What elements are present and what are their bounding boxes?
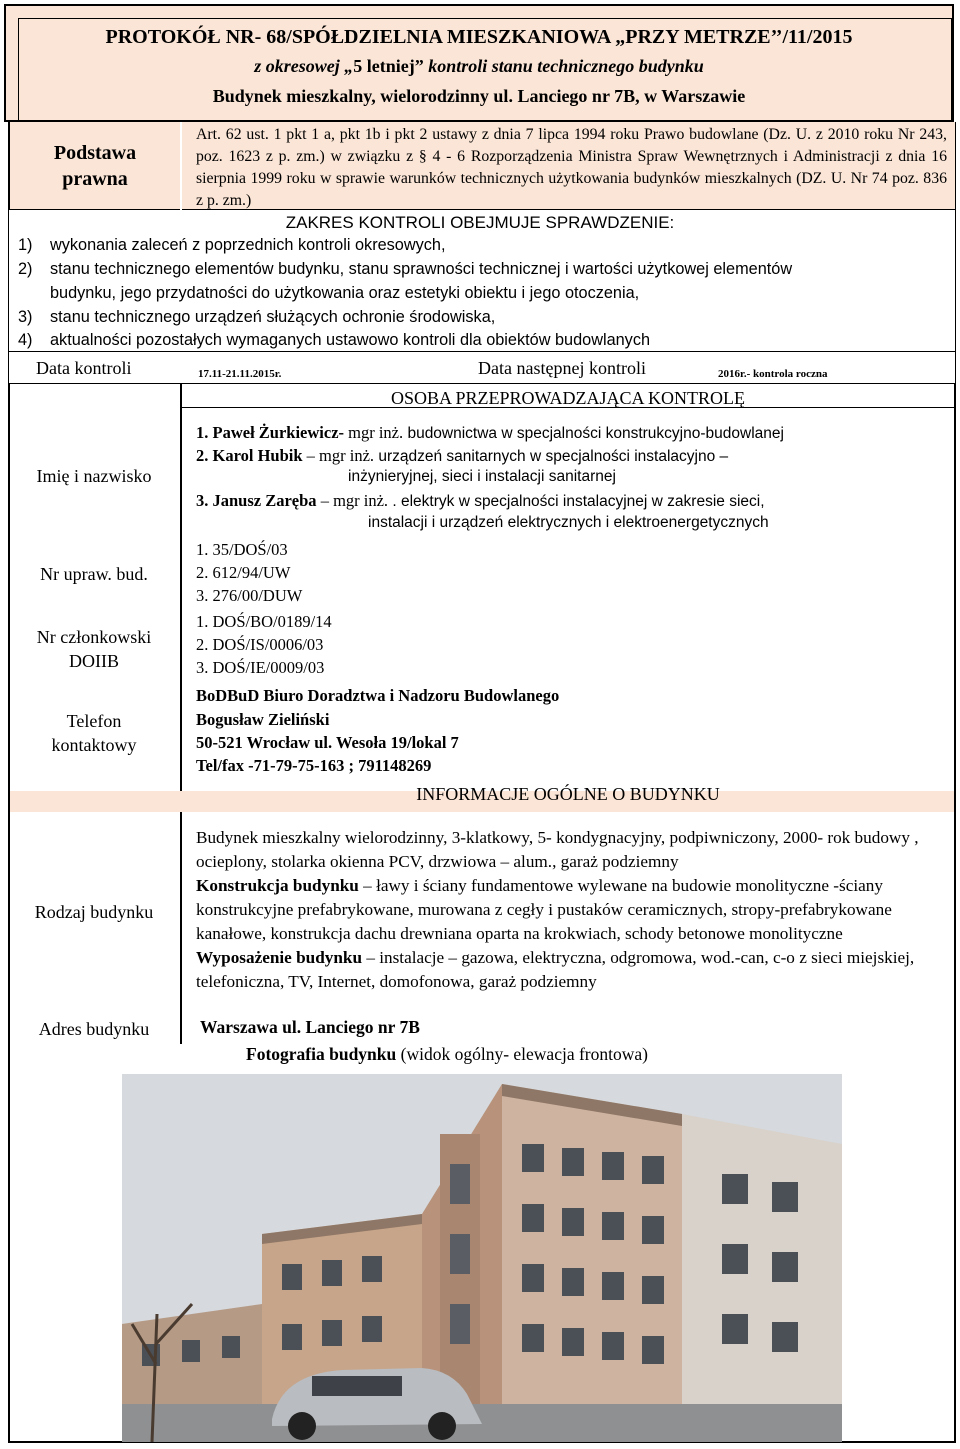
column-divider [180, 384, 182, 791]
license-label: Nr upraw. bud. [40, 564, 148, 584]
next-control-label: Data następnej kontroli [478, 358, 646, 378]
license-number: 1. 35/DOŚ/03 [196, 540, 288, 559]
legal-basis-cell [182, 122, 956, 210]
license-number: 3. 276/00/DUW [196, 586, 303, 605]
inspector-line: 1. Paweł Żurkiewicz- mgr inż. budownictwa w specjalności konstrukcyjno-budowlanej [196, 423, 784, 442]
address-value: Warszawa ul. Lanciego nr 7B [200, 1017, 420, 1037]
legal-basis-text: Art. 62 ust. 1 pkt 1 a, pkt 1b i pkt 2 ustawy z dnia 7 lipca 1994 roku Prawo budowlane (Dz. U. z 2010 roku Nr 243, poz. 1623 z p. zm.) w związku z § 4 - 6 Rozporządzenia Ministra Spraw Wewnętrznych i Administracji z dnia 16 sierpnia 1999 roku w sprawie warunków technicznych użytkowania budynków mieszkalnych (DZ. U. Nr 74 poz. 836 z p. zm.) [196, 126, 947, 209]
scope-item: 1) wykonania zaleceń z poprzednich kontroli okresowych, [18, 236, 446, 254]
scope-item: 4) aktualności pozostałych wymaganych ustawowo kontroli dla obiektów budowlanych [18, 331, 651, 349]
inspector-line: 2. Karol Hubik – mgr inż. urządzeń sanitarnych w specjalności instalacyjno – [196, 446, 729, 465]
building-type-label: Rodzaj budynku [34, 902, 154, 922]
inspector-line: 3. Janusz Zaręba – mgr inż. . elektryk w specjalności instalacyjnej w zakresie sieci, [196, 491, 765, 510]
company-line: Bogusław Zieliński [196, 710, 330, 729]
legal-basis-label-cell [8, 122, 180, 210]
company-line: BoDBuD Biuro Doradztwa i Nadzoru Budowlanego [196, 686, 560, 705]
scope-item: 2) stanu technicznego elementów budynku, stanu sprawności technicznej i wartości użytkowej elementów [18, 260, 793, 278]
inspector-section-title: OSOBA PRZEPROWADZAJĄCA KONTROLĘ [390, 388, 746, 408]
next-control-value: 2016r.- kontrola roczna [718, 368, 828, 380]
company-line: Tel/fax -71-79-75-163 ; 791148269 [196, 756, 432, 775]
photo-caption: Fotografia budynku (widok ogólny- elewacja frontowa) [246, 1044, 648, 1064]
control-date-value: 17.11-21.11.2015r. [198, 368, 282, 380]
inspector-line-cont: instalacji i urządzeń elektrycznych i elektroenergetycznych [368, 514, 769, 531]
protocol-subtitle: z okresowej „5 letniej” kontroli stanu technicznego budynku [254, 56, 704, 76]
company-line: 50-521 Wrocław ul. Wesoła 19/lokal 7 [196, 733, 459, 752]
address-label: Adres budynku [38, 1019, 150, 1039]
protocol-header [4, 4, 954, 122]
member-number: 1. DOŚ/BO/0189/14 [196, 612, 332, 631]
phone-label: Telefon kontaktowy [51, 711, 137, 755]
building-description: Budynek mieszkalny wielorodzinny, 3-klatkowy, 5- kondygnacyjny, podpiwniczony, 2000- rok budowy , ocieplony, stolarka okienna PCV, drzwiowa – alum., garaż podziemny Konstrukcja budynku – ławy i ściany fundamentowe wylewane na budowie monolityczne -ściany konstrukcyjne prefabrykowane, murowana z cegły i pustaków ceramicznych, stropy-prefabrykowane kanałowe, konstrukcja dachu drewniana oparta na krokwiach, schody betonowe monolityczne Wyposażenie budynku – instalacje – gazowa, elektryczna, odgromowa, wod.-can, c-o z sieci miejskiej, telefoniczna, TV, Internet, domofonowa, garaż podziemny [196, 828, 919, 991]
scope-item: budynku, jego przydatności do użytkowania oraz estetyki obiektu i jego otoczenia, [50, 284, 640, 302]
legal-basis-label: Podstawa prawna [53, 142, 137, 190]
building-photo [122, 1074, 842, 1442]
scope-item: 3) stanu technicznego urządzeń służących ochronie środowiska, [18, 308, 496, 326]
license-number: 2. 612/94/UW [196, 563, 291, 582]
member-label: Nr członkowski DOIIB [36, 627, 152, 671]
inspector-line-cont: inżynieryjnej, sieci i instalacji sanitarnej [348, 468, 616, 485]
control-date-label: Data kontroli [36, 358, 132, 378]
info-section-title: INFORMACJE OGÓLNE O BUDYNKU [416, 784, 720, 804]
name-label: Imię i nazwisko [36, 466, 152, 486]
member-number: 3. DOŚ/IE/0009/03 [196, 658, 325, 677]
protocol-title: PROTOKÓŁ NR- 68/SPÓŁDZIELNIA MIESZKANIOWA „PRZY METRZE’’/11/2015 [105, 26, 853, 48]
column-divider [180, 812, 182, 1044]
scope-title: ZAKRES KONTROLI OBEJMUJE SPRAWDZENIE: [285, 213, 675, 232]
building-line: Budynek mieszkalny, wielorodzinny ul. Lanciego nr 7B, w Warszawie [212, 86, 746, 106]
member-number: 2. DOŚ/IS/0006/03 [196, 635, 324, 654]
